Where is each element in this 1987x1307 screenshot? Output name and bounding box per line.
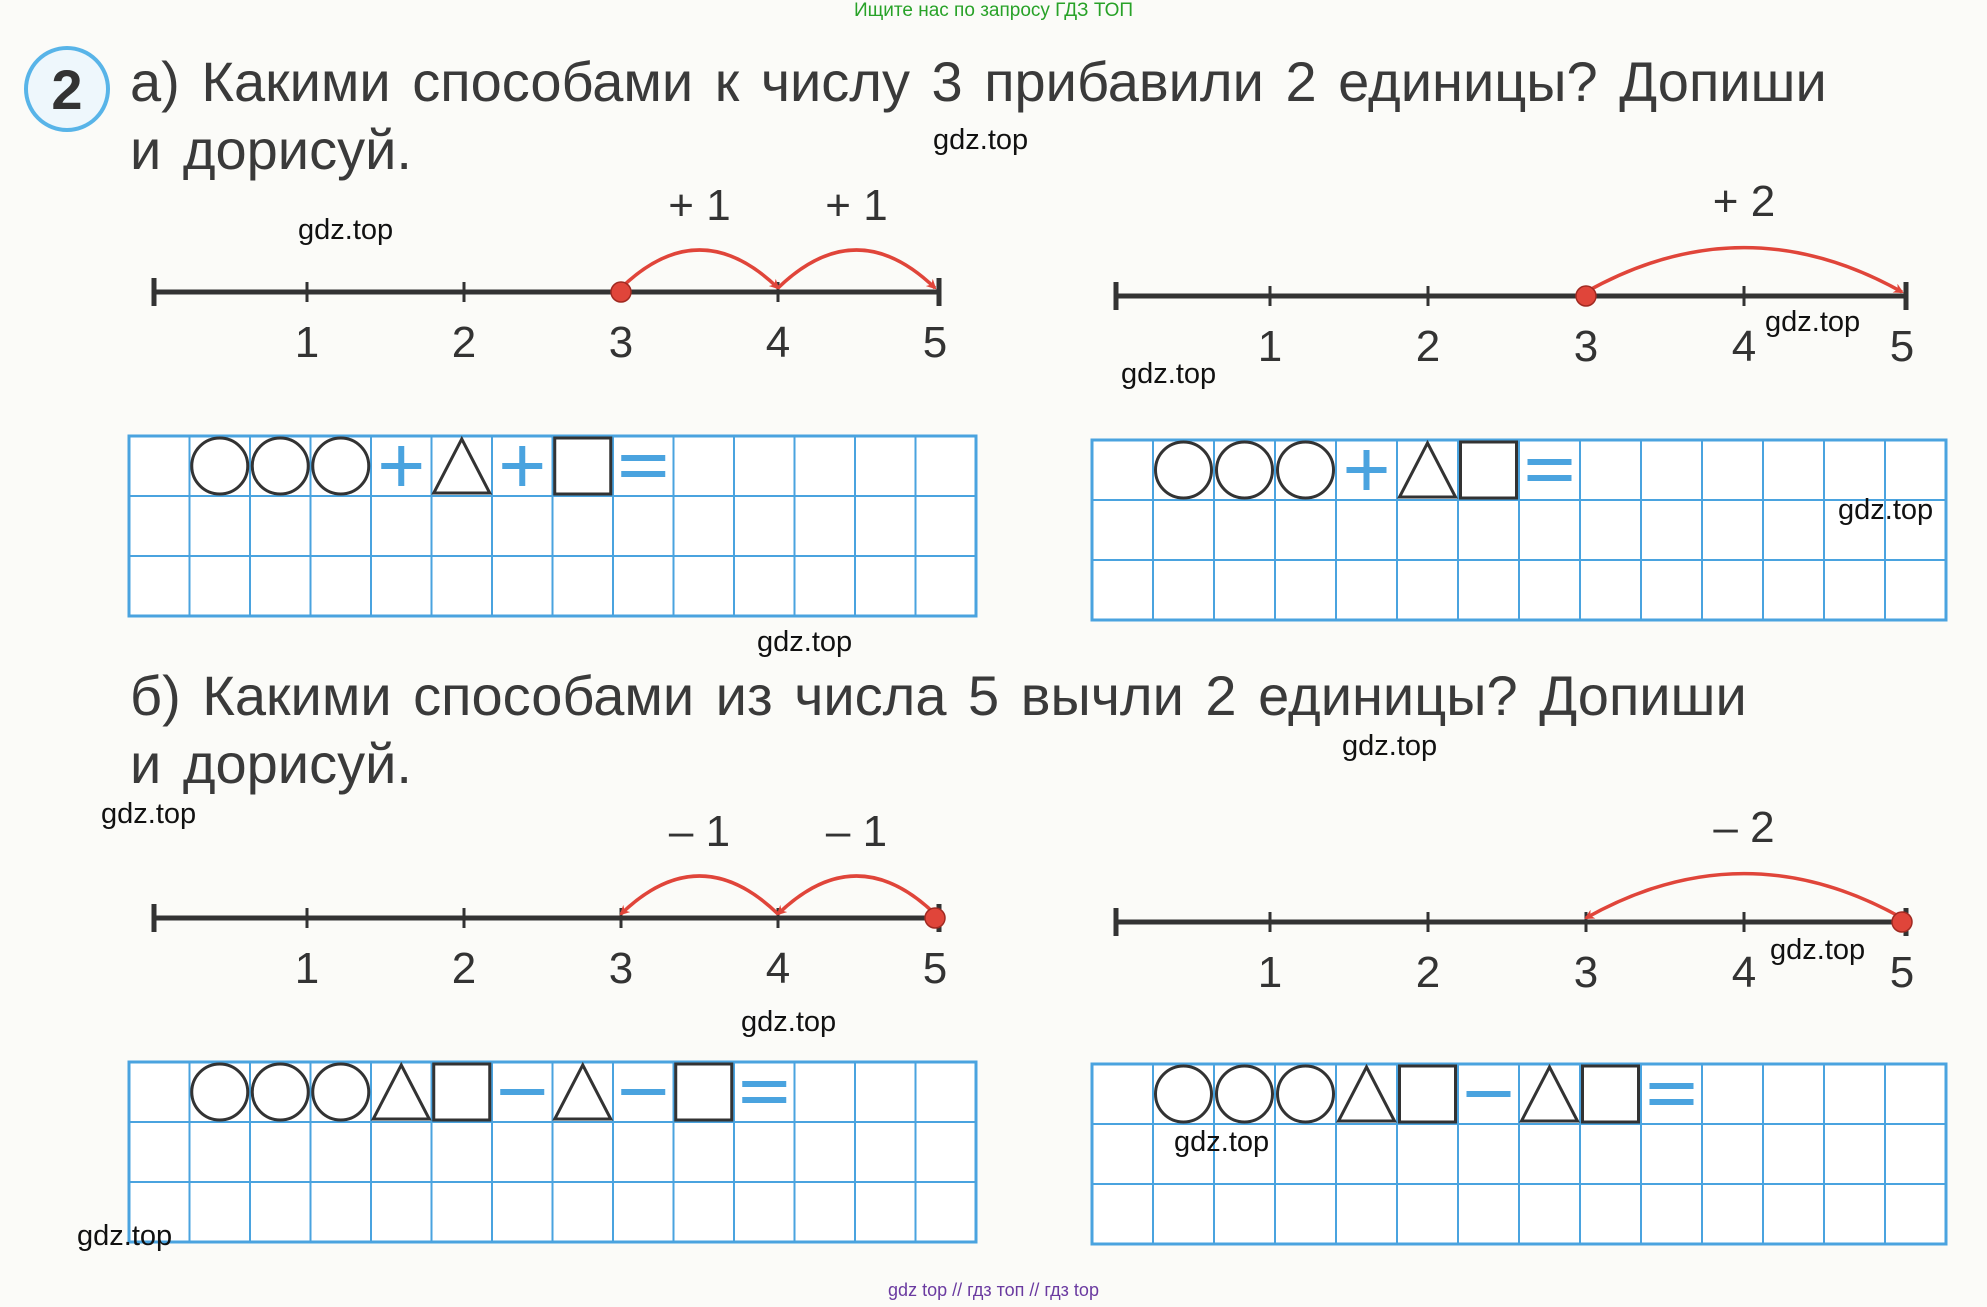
watermark: gdz.top xyxy=(101,798,197,830)
watermark: gdz.top xyxy=(1174,1126,1270,1158)
watermark: gdz.top xyxy=(77,1220,173,1252)
watermark: gdz.top xyxy=(1838,494,1934,526)
watermark: gdz.top xyxy=(1770,934,1866,966)
tick-label: 3 xyxy=(1573,948,1599,997)
tick-label: 3 xyxy=(608,944,634,993)
tick-label: 5 xyxy=(1889,948,1915,997)
task-number-badge: 2 xyxy=(24,46,110,132)
watermark: gdz.top xyxy=(1121,358,1217,390)
tick-label: 1 xyxy=(1257,948,1283,997)
tick-label: 1 xyxy=(1257,322,1283,371)
jump-label: – 1 xyxy=(668,807,731,856)
jump-arrow xyxy=(778,250,935,288)
answer-grid-1 xyxy=(129,436,976,616)
jump-arrow xyxy=(1586,874,1902,918)
jump-arrow xyxy=(778,876,935,914)
number-line-2 xyxy=(1116,177,1914,371)
answer-grid-2 xyxy=(1092,440,1946,620)
number-line-4 xyxy=(1116,803,1914,997)
jump-label: + 1 xyxy=(668,181,731,230)
jump-label: – 2 xyxy=(1713,803,1775,852)
number-line-3 xyxy=(154,807,947,993)
tick-label: 1 xyxy=(294,944,320,993)
tick-label: 4 xyxy=(1731,948,1757,997)
start-point-dot xyxy=(611,282,631,302)
tick-label: 5 xyxy=(922,944,948,993)
tick-label: 4 xyxy=(765,944,791,993)
jump-label: + 2 xyxy=(1712,177,1776,226)
tick-label: 5 xyxy=(1889,322,1915,371)
jump-arrow xyxy=(621,876,778,914)
jump-label: + 1 xyxy=(825,181,888,230)
tick-label: 4 xyxy=(1731,322,1757,371)
tick-label: 2 xyxy=(451,944,477,993)
jump-label: – 1 xyxy=(825,807,888,856)
tick-label: 4 xyxy=(765,318,791,367)
answer-grid-3 xyxy=(129,1062,976,1242)
watermark: gdz.top xyxy=(741,1006,837,1038)
tick-label: 2 xyxy=(1415,948,1441,997)
start-point-dot xyxy=(1892,912,1912,932)
tick-label: 3 xyxy=(608,318,634,367)
jump-arrow xyxy=(1586,248,1902,292)
watermark: gdz.top xyxy=(298,214,394,246)
number-line-1 xyxy=(154,181,947,367)
watermark: gdz.top xyxy=(933,124,1029,156)
tick-label: 1 xyxy=(294,318,320,367)
start-point-dot xyxy=(1576,286,1596,306)
footer: gdz top // гдз топ // гдз top xyxy=(888,1280,1099,1300)
task-b-line2: и дорисуй. xyxy=(130,732,412,795)
start-point-dot xyxy=(925,908,945,928)
task-a-line2: и дорисуй. xyxy=(130,118,412,181)
task-a-line1: а) Какими способами к числу 3 прибавили 2 единицы? Допиши xyxy=(130,50,1827,113)
top-banner: Ищите нас по запросу ГДЗ ТОП xyxy=(853,0,1134,21)
watermark: gdz.top xyxy=(1342,730,1438,762)
tick-label: 2 xyxy=(451,318,477,367)
watermark: gdz.top xyxy=(757,626,853,658)
watermark: gdz.top xyxy=(1765,306,1861,338)
task-b-line1: б) Какими способами из числа 5 вычли 2 единицы? Допиши xyxy=(130,664,1747,727)
jump-arrow xyxy=(621,250,778,288)
tick-label: 3 xyxy=(1573,322,1599,371)
tick-label: 2 xyxy=(1415,322,1441,371)
tick-label: 5 xyxy=(922,318,948,367)
